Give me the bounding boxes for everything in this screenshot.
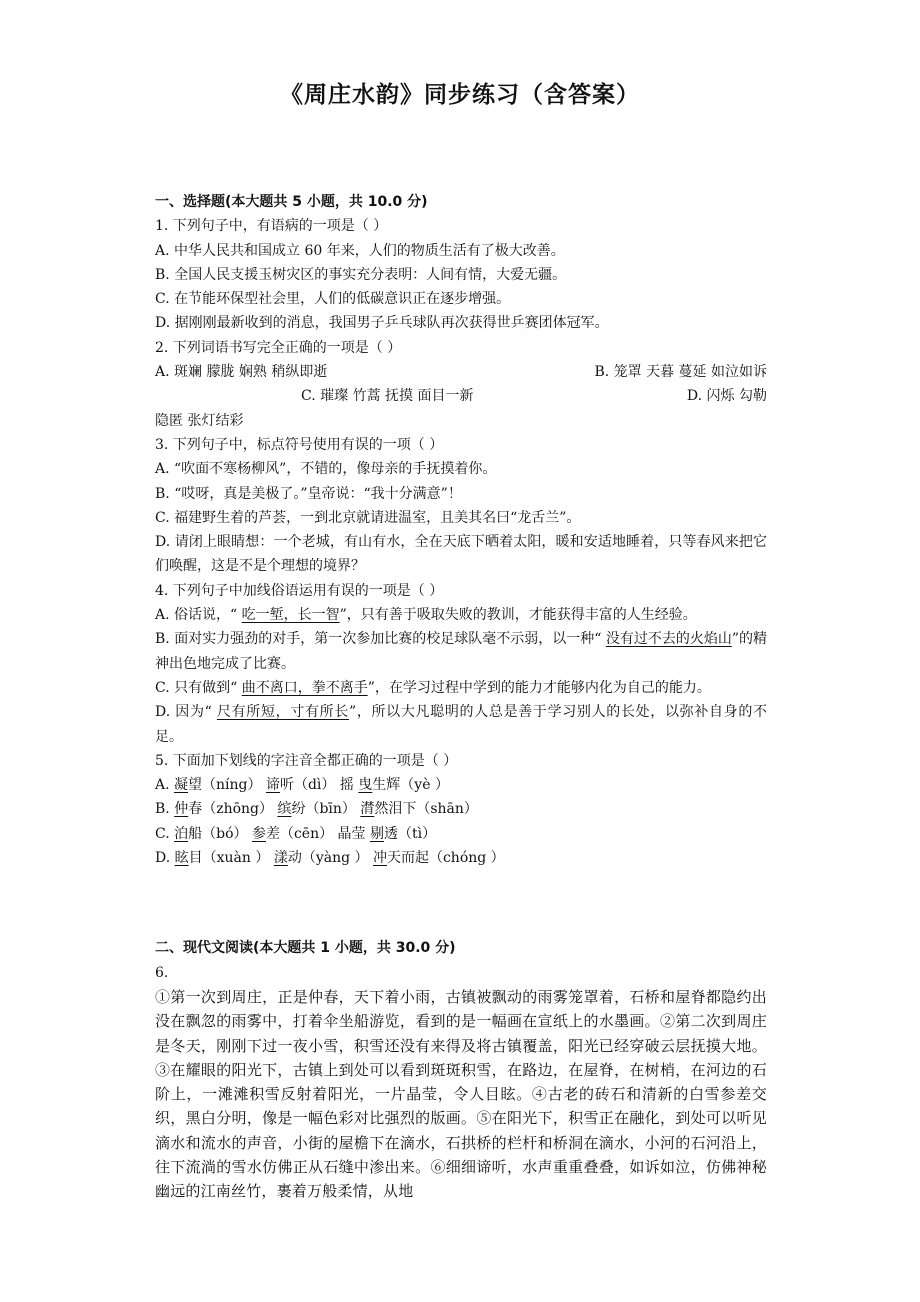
q5-option-a: A. 凝望（níng） 谛听（dì） 摇 曳生辉（yè ） bbox=[155, 777, 449, 794]
underlined-proverb: 吃一堑，长一智 bbox=[241, 607, 340, 624]
q2-stem: 2. 下列词语书写完全正确的一项是（ ） bbox=[155, 339, 402, 356]
q3-option-c: C. 福建野生着的芦荟，一到北京就请进温室，且美其名曰“龙舌兰”。 bbox=[155, 509, 581, 526]
q3-option-b: B. “哎呀，真是美极了。”皇帝说：“我十分满意”！ bbox=[155, 485, 462, 502]
q5-stem: 5. 下面加下划线的字注音全都正确的一项是（ ） bbox=[155, 752, 458, 769]
section2-heading: 二、现代文阅读(本大题共 1 小题，共 30.0 分) bbox=[155, 940, 456, 957]
q3-option-d: D. 请闭上眼睛想：一个老城，有山有水，全在天底下晒着太阳，暖和安适地睡着，只等春风来把它们唤醒，这是不是个理想的境界？ bbox=[155, 534, 767, 575]
q2-option-d: D. 闪烁 勾勒 bbox=[686, 388, 767, 405]
page-title: 《周庄水韵》同步练习（含答案） bbox=[280, 82, 640, 108]
q3-stem: 3. 下列句子中，标点符号使用有误的一项（ ） bbox=[155, 436, 444, 453]
q4-option-a: A. 俗话说，“ 吃一堑，长一智”，只有善于吸取失败的教训，才能获得丰富的人生经验。 bbox=[155, 607, 697, 624]
underlined-proverb: 曲不离口，拳不离手 bbox=[241, 679, 368, 696]
q6-number: 6. bbox=[155, 964, 169, 981]
document-body bbox=[155, 190, 767, 1204]
q4-stem: 4. 下列句子中加线俗语运用有误的一项是（ ） bbox=[155, 582, 444, 599]
q1-stem: 1. 下列句子中，有语病的一项是（ ） bbox=[155, 218, 388, 235]
q2-option-d-continued: 隐匿 张灯结彩 bbox=[155, 412, 244, 429]
q5-option-b: B. 仲春（zhōng） 缤纷（bīn） 潸然泪下（shān） bbox=[155, 801, 478, 818]
q3-option-a: A. “吹面不寒杨柳风”，不错的，像母亲的手抚摸着你。 bbox=[155, 461, 497, 478]
q2-option-c: C. 璀璨 竹蒿 抚摸 面目一新 bbox=[301, 388, 474, 405]
q1-option-a: A. 中华人民共和国成立 60 年来，人们的物质生活有了极大改善。 bbox=[155, 242, 565, 259]
q2-row-1 bbox=[155, 360, 767, 384]
q2-option-b: B. 笼罩 天暮 蔓延 如泣如诉 bbox=[594, 364, 767, 381]
underlined-proverb: 没有过不去的火焰山 bbox=[605, 631, 732, 648]
q1-option-d: D. 据刚刚最新收到的消息，我国男子乒乓球队再次获得世乒赛团体冠军。 bbox=[155, 315, 609, 332]
q5-option-d: D. 眩目（xuàn ） 漾动（yàng ） 冲天而起（chóng ） bbox=[155, 850, 505, 867]
section-gap bbox=[155, 870, 767, 936]
section1-heading: 一、选择题(本大题共 5 小题，共 10.0 分) bbox=[155, 194, 428, 210]
q5-option-c: C. 泊船（bó） 参差（cēn） 晶莹 剔透（tì） bbox=[155, 825, 437, 842]
q2-option-a: A. 斑斓 朦胧 娴熟 稍纵即逝 bbox=[155, 364, 328, 381]
q1-option-b: B. 全国人民支援玉树灾区的事实充分表明：人间有情，大爱无疆。 bbox=[155, 266, 567, 283]
q4-option-d: D. 因为“ 尺有所短，寸有所长”，所以大凡聪明的人总是善于学习别人的长处，以弥补自身的不足。 bbox=[155, 704, 768, 745]
q4-option-b: B. 面对实力强劲的对手，第一次参加比赛的校足球队毫不示弱，以一种“ 没有过不去的火焰山”的精神出色地完成了比赛。 bbox=[155, 631, 768, 672]
q1-option-c: C. 在节能环保型社会里，人们的低碳意识正在逐步增强。 bbox=[155, 291, 511, 308]
underlined-proverb: 尺有所短，寸有所长 bbox=[216, 704, 349, 721]
q4-option-c: C. 只有做到“ 曲不离口，拳不离手”，在学习过程中学到的能力才能够内化为自己的能力。 bbox=[155, 679, 711, 696]
q2-row-2 bbox=[155, 384, 767, 408]
reading-passage: ①第一次到周庄，正是仲春，天下着小雨，古镇被飘动的雨雾笼罩着，石桥和屋脊都隐约出没在飘忽的雨雾中，打着伞坐船游览，看到的是一幅画在宣纸上的水墨画。②第二次到周庄是冬天，刚刚下过一夜小雪，积雪还没有来得及将古镇覆盖，阳光已经穿破云层抚摸大地。③在耀眼的阳光下，古镇上到处可以看到斑斑积雪，在路边，在屋脊，在树梢，在河边的石阶上，一滩滩积雪反射着阳光，一片晶莹，令人目眩。④古老的砖石和清新的白雪参差交织，黑白分明，像是一幅色彩对比强烈的版画。⑤在阳光下，积雪正在融化，到处可以听见滴水和流水的声音，小街的屋檐下在滴水，石拱桥的栏杆和桥洞在滴水，小河的石河沿上，往下流淌的雪水仿佛正从石缝中渗出来。⑥细细谛听，水声重重叠叠，如诉如泣，仿佛神秘幽远的江南丝竹，裹着万般柔情，从地 bbox=[155, 987, 767, 1201]
